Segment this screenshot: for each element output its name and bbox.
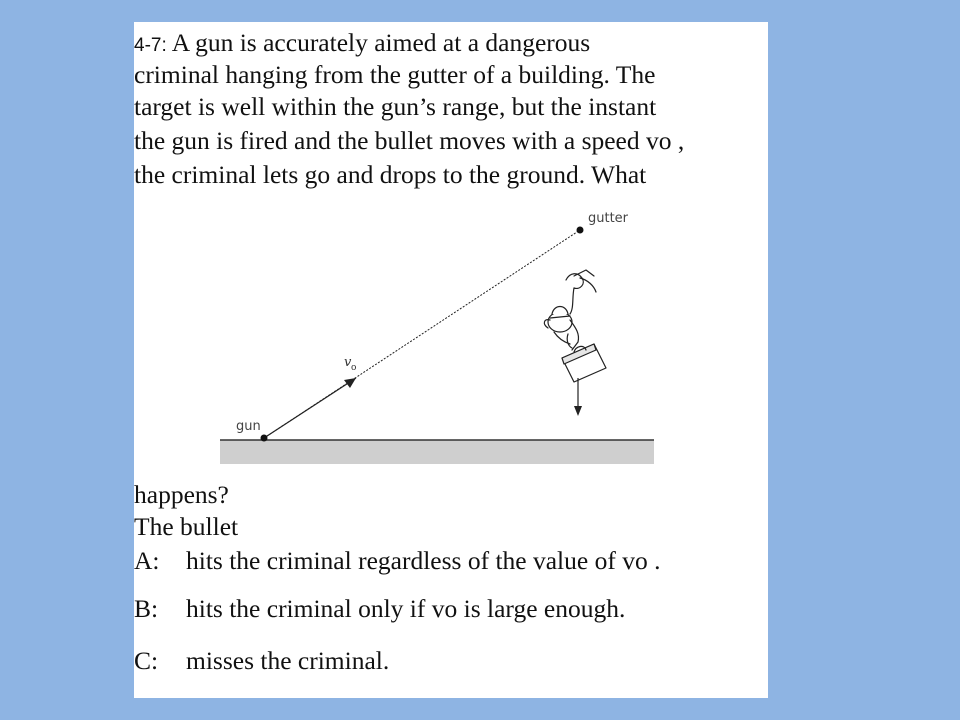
ground-strip	[220, 440, 654, 464]
question-stem: The bullet	[134, 512, 239, 541]
choice-a-text: hits the criminal regardless of the value of vo .	[186, 546, 661, 575]
choice-b-letter: B:	[134, 594, 159, 623]
gutter-label: gutter	[588, 211, 629, 226]
problem-text-1: A gun is accurately aimed at a dangerous	[171, 28, 591, 57]
gun-label: gun	[236, 419, 261, 434]
fall-arrowhead	[574, 406, 582, 416]
slide-page	[134, 22, 768, 698]
velocity-arrowhead	[344, 378, 356, 388]
gun-point	[261, 435, 268, 442]
choice-c	[134, 644, 389, 677]
problem-line-2: criminal hanging from the gutter of a building. The	[134, 60, 656, 89]
velocity-symbol: v	[344, 355, 352, 370]
problem-line-5: the criminal lets go and drops to the ground. What	[134, 160, 647, 189]
problem-line-4: the gun is fired and the bullet moves with a speed vo ,	[134, 126, 685, 155]
problem-number: 4-7:	[134, 35, 167, 56]
projectile-figure	[134, 22, 768, 482]
choice-b-text: hits the criminal only if vo is large enough.	[186, 594, 626, 623]
choice-c-letter: C:	[134, 646, 159, 675]
velocity-vector	[264, 378, 356, 438]
gutter-point	[577, 227, 584, 234]
choice-a-letter: A:	[134, 546, 160, 575]
problem-line-3: target is well within the gun’s range, but the instant	[134, 92, 657, 121]
choice-a	[134, 544, 660, 577]
choice-b	[134, 592, 625, 625]
falling-criminal-icon	[544, 270, 606, 382]
problem-continuation: happens?	[134, 480, 229, 509]
velocity-subscript: o	[351, 363, 357, 373]
choice-c-text: misses the criminal.	[186, 646, 390, 675]
